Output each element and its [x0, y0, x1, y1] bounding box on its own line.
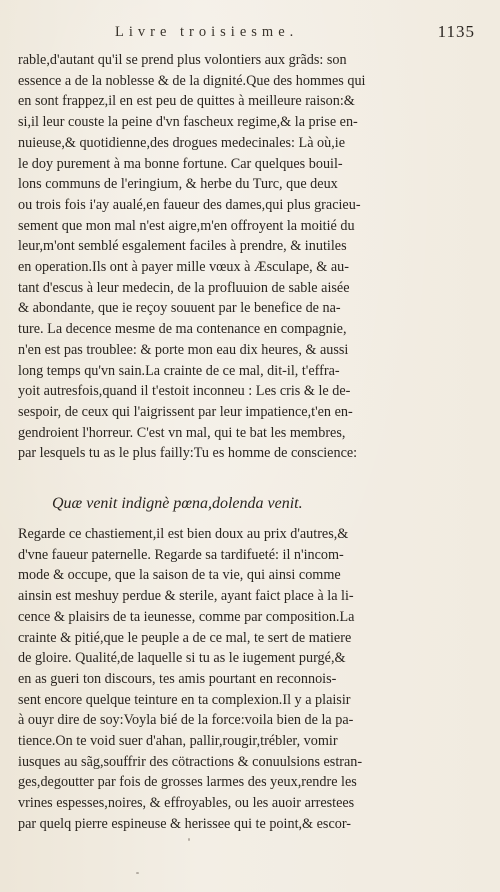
text-line: cence & plaisirs de ta ieunesse, comme par composition.La: [18, 608, 355, 625]
text-line: rable,d'autant qu'il se prend plus volontiers aux grãds: son: [18, 52, 347, 68]
ink-speck: [188, 838, 190, 841]
text-line: de gloire. Qualité,de laquelle si tu as le iugement purgé,&: [18, 650, 346, 667]
text-line: par lesquels tu as le plus failly:Tu es homme de conscience:: [18, 445, 358, 462]
text-line: vrines espesses,noires, & effroyables, ou les auoir arrestees: [18, 795, 355, 812]
page-number: 1135: [437, 22, 475, 41]
text-line: crainte & pitié,que le peuple a de ce mal, te sert de matiere: [18, 629, 352, 646]
text-line: mode & occupe, que la saison de ta vie, qui ainsi comme: [18, 567, 341, 584]
text-line: gendroient l'horreur. C'est vn mal, qui te bat les membres,: [18, 424, 346, 441]
text-block-upper: [18, 50, 456, 464]
text-line: leur,m'ont semblé esgalement faciles à prendre, & inutiles: [18, 238, 347, 255]
text-block-lower: [18, 524, 456, 835]
text-line: long temps qu'vn sain.La crainte de ce mal, dit-il, t'effra-: [18, 362, 340, 379]
text-line: le doy purement à ma bonne fortune. Car quelques bouil-: [18, 155, 343, 172]
text-line: si,il leur couste la peine d'vn fascheux regime,& la prise en-: [18, 114, 358, 131]
text-line: & abondante, que ie reçoy souuent par le benefice de na-: [18, 300, 341, 317]
text-line: d'vne faueur paternelle. Regarde sa tardifueté: il n'incom-: [18, 546, 344, 563]
text-line: n'en est pas troublee: & porte mon eau dix heures, & aussi: [18, 341, 349, 358]
page-header: [115, 18, 475, 44]
text-line: tience.On te void suer d'ahan, pallir,rougir,trébler, vomir: [18, 733, 338, 750]
text-line: iusques au sãg,souffrir des cötractions & conuulsions estran-: [18, 753, 363, 770]
text-line: en operation.Ils ont à payer mille vœux à Æsculape, & au-: [18, 259, 349, 276]
text-line: lons communs de l'eringium, & herbe du Turc, que deux: [18, 176, 338, 193]
text-line: essence a de la noblesse & de la dignité.Que des hommes qui: [18, 72, 366, 89]
text-line: sespoir, de ceux qui l'aigrissent par leur impatience,t'en en-: [18, 403, 353, 420]
text-line: ainsin est meshuy perdue & sterile, ayant faict place à la li-: [18, 588, 354, 605]
text-line: Regarde ce chastiement,il est bien doux au prix d'autres,&: [18, 526, 349, 542]
text-line: ou trois fois i'ay aualé,en faueur des dames,qui plus gracieu-: [18, 196, 361, 213]
text-line: tant d'escus à leur medecin, de la profluuion de sable aisée: [18, 279, 350, 296]
ink-speck: [136, 872, 139, 874]
latin-quotation: Quæ venit indignè pœna,dolenda venit.: [52, 495, 303, 512]
text-line: yoit autresfois,quand il t'estoit inconneu : Les cris & le de-: [18, 383, 351, 400]
text-line: sement que mon mal n'est aigre,m'en offroyent la moitié du: [18, 217, 355, 234]
running-head: Livre troisiesme.: [115, 24, 299, 40]
text-line: en as gueri ton discours, tes amis pourtant en reconnois-: [18, 670, 337, 687]
text-line: ges,degoutter par fois de grosses larmes des yeux,rendre les: [18, 774, 357, 791]
text-line: en sont frappez,il en est peu de quittes à meilleure raison:&: [18, 93, 355, 110]
text-line: nuieuse,& quotidienne,des drogues medecinales: Là où,ie: [18, 134, 346, 151]
text-line: à ouyr dire de soy:Voyla bié de la force:voila bien de la pa-: [18, 712, 354, 729]
text-line: sent encore quelque teinture en ta complexion.Il y a plaisir: [18, 691, 351, 708]
text-line: ture. La decence mesme de ma contenance en compagnie,: [18, 321, 347, 338]
text-line: par quelq pierre espineuse & herissee qui te point,& escor-: [18, 815, 352, 832]
